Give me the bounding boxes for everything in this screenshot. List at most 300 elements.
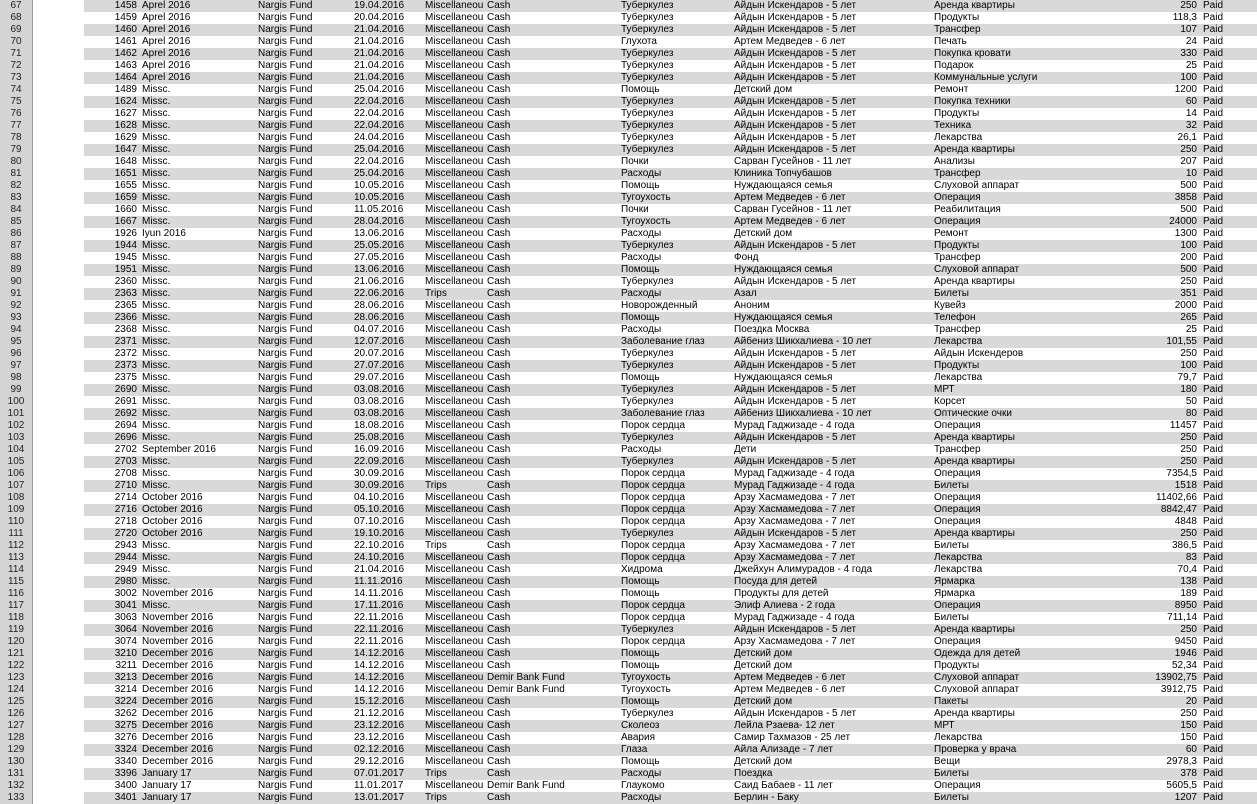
table-row[interactable] — [0, 0, 1257, 12]
status-cell[interactable]: Paid — [1203, 120, 1224, 131]
category-cell[interactable]: Miscellaneou — [425, 312, 484, 323]
table-row[interactable] — [0, 192, 1257, 204]
date-cell[interactable]: 22.04.2016 — [354, 96, 405, 107]
table-row[interactable] — [0, 144, 1257, 156]
payment-method-cell[interactable]: Cash — [487, 120, 511, 131]
row-header[interactable]: 110 — [0, 516, 33, 528]
period-cell[interactable]: Missc. — [142, 264, 171, 275]
type-cell[interactable]: Помощь — [621, 648, 660, 659]
table-row[interactable] — [0, 492, 1257, 504]
row-header[interactable]: 91 — [0, 288, 33, 300]
row-id-cell[interactable]: 3396 — [114, 768, 137, 779]
row-id-cell[interactable]: 1648 — [114, 156, 137, 167]
date-cell[interactable]: 24.04.2016 — [354, 132, 405, 143]
date-cell[interactable]: 25.04.2016 — [354, 144, 405, 155]
date-cell[interactable]: 11.01.2017 — [354, 780, 404, 791]
period-cell[interactable]: Aprel 2016 — [142, 24, 191, 35]
amount-cell[interactable]: 150 — [1180, 732, 1197, 743]
purpose-cell[interactable]: Операция — [934, 192, 981, 203]
row-id-cell[interactable]: 2365 — [114, 300, 137, 311]
type-cell[interactable]: Туберкулез — [621, 60, 674, 71]
row-id-cell[interactable]: 3275 — [114, 720, 137, 731]
row-header[interactable]: 102 — [0, 420, 33, 432]
beneficiary-cell[interactable]: Айдын Искендаров - 5 лет — [734, 384, 857, 395]
row-header[interactable]: 104 — [0, 444, 33, 456]
amount-cell[interactable]: 20 — [1185, 696, 1197, 707]
row-header[interactable]: 103 — [0, 432, 33, 444]
purpose-cell[interactable]: Слуховой аппарат — [934, 684, 1020, 695]
status-cell[interactable]: Paid — [1203, 624, 1224, 635]
beneficiary-cell[interactable]: Айдын Искендаров - 5 лет — [734, 108, 857, 119]
payment-method-cell[interactable]: Cash — [487, 204, 511, 215]
status-cell[interactable]: Paid — [1203, 552, 1224, 563]
table-row[interactable] — [0, 744, 1257, 756]
date-cell[interactable]: 03.08.2016 — [354, 408, 405, 419]
row-id-cell[interactable]: 3213 — [114, 672, 137, 683]
purpose-cell[interactable]: Вещи — [934, 756, 961, 767]
purpose-cell[interactable]: Лекарства — [934, 336, 983, 347]
payment-method-cell[interactable]: Cash — [487, 36, 511, 47]
category-cell[interactable]: Miscellaneou — [425, 516, 484, 527]
date-cell[interactable]: 25.04.2016 — [354, 84, 405, 95]
beneficiary-cell[interactable]: Мурад Гаджизаде - 4 года — [734, 468, 855, 479]
amount-cell[interactable]: 50 — [1185, 396, 1197, 407]
row-header[interactable]: 130 — [0, 756, 33, 768]
type-cell[interactable]: Порок сердца — [621, 480, 686, 491]
table-row[interactable] — [0, 216, 1257, 228]
status-cell[interactable]: Paid — [1203, 648, 1224, 659]
amount-cell[interactable]: 80 — [1185, 408, 1197, 419]
beneficiary-cell[interactable]: Айдын Искендаров - 5 лет — [734, 132, 857, 143]
date-cell[interactable]: 13.06.2016 — [354, 264, 405, 275]
date-cell[interactable]: 10.05.2016 — [354, 192, 405, 203]
row-id-cell[interactable]: 3400 — [114, 780, 137, 791]
row-id-cell[interactable]: 1462 — [114, 48, 137, 59]
fund-cell[interactable]: Nargis Fund — [258, 336, 313, 347]
row-id-cell[interactable]: 3064 — [114, 624, 137, 635]
type-cell[interactable]: Помощь — [621, 372, 660, 383]
purpose-cell[interactable]: Трансфер — [934, 24, 981, 35]
category-cell[interactable]: Miscellaneou — [425, 648, 484, 659]
payment-method-cell[interactable]: Cash — [487, 516, 511, 527]
fund-cell[interactable]: Nargis Fund — [258, 348, 313, 359]
row-header[interactable]: 78 — [0, 132, 33, 144]
date-cell[interactable]: 24.10.2016 — [354, 552, 405, 563]
date-cell[interactable]: 15.12.2016 — [354, 696, 405, 707]
amount-cell[interactable]: 207 — [1180, 156, 1197, 167]
date-cell[interactable]: 04.07.2016 — [354, 324, 405, 335]
amount-cell[interactable]: 3858 — [1174, 192, 1197, 203]
category-cell[interactable]: Miscellaneou — [425, 456, 484, 467]
table-row[interactable] — [0, 672, 1257, 684]
row-id-cell[interactable]: 2716 — [114, 504, 137, 515]
period-cell[interactable]: Missc. — [142, 432, 171, 443]
row-header[interactable]: 84 — [0, 204, 33, 216]
row-header[interactable]: 98 — [0, 372, 33, 384]
status-cell[interactable]: Paid — [1203, 312, 1224, 323]
fund-cell[interactable]: Nargis Fund — [258, 84, 313, 95]
status-cell[interactable]: Paid — [1203, 108, 1224, 119]
beneficiary-cell[interactable]: Нуждающаяся семья — [734, 312, 833, 323]
category-cell[interactable]: Miscellaneou — [425, 384, 484, 395]
table-row[interactable] — [0, 696, 1257, 708]
date-cell[interactable]: 07.01.2017 — [354, 768, 405, 779]
row-header[interactable]: 85 — [0, 216, 33, 228]
beneficiary-cell[interactable]: Мурад Гаджизаде - 4 года — [734, 480, 855, 491]
row-header[interactable]: 87 — [0, 240, 33, 252]
row-id-cell[interactable]: 2696 — [114, 432, 137, 443]
row-id-cell[interactable]: 1460 — [114, 24, 137, 35]
type-cell[interactable]: Туберкулез — [621, 528, 674, 539]
amount-cell[interactable]: 500 — [1180, 180, 1197, 191]
row-id-cell[interactable]: 2375 — [114, 372, 137, 383]
fund-cell[interactable]: Nargis Fund — [258, 36, 313, 47]
type-cell[interactable]: Порок сердца — [621, 540, 686, 551]
beneficiary-cell[interactable]: Сарван Гусейнов - 11 лет — [734, 204, 852, 215]
date-cell[interactable]: 21.06.2016 — [354, 276, 405, 287]
category-cell[interactable]: Miscellaneou — [425, 432, 484, 443]
row-id-cell[interactable]: 2943 — [114, 540, 137, 551]
status-cell[interactable]: Paid — [1203, 336, 1224, 347]
type-cell[interactable]: Глаукомо — [621, 780, 665, 791]
beneficiary-cell[interactable]: Мурад Гаджизаде - 4 года — [734, 420, 855, 431]
beneficiary-cell[interactable]: Лейла Рзаева- 12 лет — [734, 720, 835, 731]
date-cell[interactable]: 02.12.2016 — [354, 744, 405, 755]
type-cell[interactable]: Новорожденный — [621, 300, 698, 311]
date-cell[interactable]: 11.05.2016 — [354, 204, 404, 215]
type-cell[interactable]: Помощь — [621, 576, 660, 587]
status-cell[interactable]: Paid — [1203, 288, 1224, 299]
fund-cell[interactable]: Nargis Fund — [258, 744, 313, 755]
purpose-cell[interactable]: Лекарства — [934, 564, 983, 575]
amount-cell[interactable]: 24000 — [1169, 216, 1197, 227]
status-cell[interactable]: Paid — [1203, 480, 1224, 491]
status-cell[interactable]: Paid — [1203, 672, 1224, 683]
category-cell[interactable]: Miscellaneou — [425, 12, 484, 23]
status-cell[interactable]: Paid — [1203, 144, 1224, 155]
table-row[interactable] — [0, 384, 1257, 396]
beneficiary-cell[interactable]: Айдын Искендаров - 5 лет — [734, 708, 857, 719]
period-cell[interactable]: Aprel 2016 — [142, 36, 191, 47]
fund-cell[interactable]: Nargis Fund — [258, 24, 313, 35]
amount-cell[interactable]: 250 — [1180, 0, 1197, 11]
category-cell[interactable]: Miscellaneou — [425, 612, 484, 623]
beneficiary-cell[interactable]: Арзу Хасмамедова - 7 лет — [734, 552, 856, 563]
fund-cell[interactable]: Nargis Fund — [258, 264, 313, 275]
period-cell[interactable]: Missc. — [142, 252, 171, 263]
amount-cell[interactable]: 250 — [1180, 528, 1197, 539]
date-cell[interactable]: 22.09.2016 — [354, 456, 405, 467]
type-cell[interactable]: Помощь — [621, 84, 660, 95]
status-cell[interactable]: Paid — [1203, 12, 1224, 23]
amount-cell[interactable]: 1200 — [1174, 84, 1197, 95]
status-cell[interactable]: Paid — [1203, 756, 1224, 767]
status-cell[interactable]: Paid — [1203, 300, 1224, 311]
row-header[interactable]: 117 — [0, 600, 33, 612]
status-cell[interactable]: Paid — [1203, 192, 1224, 203]
date-cell[interactable]: 21.04.2016 — [354, 48, 405, 59]
payment-method-cell[interactable]: Cash — [487, 576, 511, 587]
period-cell[interactable]: Aprel 2016 — [142, 0, 191, 11]
fund-cell[interactable]: Nargis Fund — [258, 180, 313, 191]
type-cell[interactable]: Сколеоз — [621, 720, 660, 731]
purpose-cell[interactable]: Билеты — [934, 540, 969, 551]
table-row[interactable] — [0, 780, 1257, 792]
status-cell[interactable]: Paid — [1203, 360, 1224, 371]
fund-cell[interactable]: Nargis Fund — [258, 132, 313, 143]
status-cell[interactable]: Paid — [1203, 732, 1224, 743]
type-cell[interactable]: Туберкулез — [621, 12, 674, 23]
payment-method-cell[interactable]: Cash — [487, 276, 511, 287]
purpose-cell[interactable]: Операция — [934, 636, 981, 647]
table-row[interactable] — [0, 576, 1257, 588]
type-cell[interactable]: Порок сердца — [621, 636, 686, 647]
table-row[interactable] — [0, 444, 1257, 456]
status-cell[interactable]: Paid — [1203, 600, 1224, 611]
category-cell[interactable]: Miscellaneou — [425, 696, 484, 707]
amount-cell[interactable]: 60 — [1185, 96, 1197, 107]
row-header[interactable]: 71 — [0, 48, 33, 60]
category-cell[interactable]: Miscellaneou — [425, 192, 484, 203]
date-cell[interactable]: 23.12.2016 — [354, 720, 405, 731]
fund-cell[interactable]: Nargis Fund — [258, 420, 313, 431]
amount-cell[interactable]: 4848 — [1174, 516, 1197, 527]
period-cell[interactable]: September 2016 — [142, 444, 216, 455]
payment-method-cell[interactable]: Cash — [487, 708, 511, 719]
purpose-cell[interactable]: Проверка у врача — [934, 744, 1017, 755]
status-cell[interactable]: Paid — [1203, 48, 1224, 59]
fund-cell[interactable]: Nargis Fund — [258, 528, 313, 539]
row-id-cell[interactable]: 3224 — [114, 696, 137, 707]
period-cell[interactable]: Aprel 2016 — [142, 12, 191, 23]
payment-method-cell[interactable]: Cash — [487, 696, 511, 707]
fund-cell[interactable]: Nargis Fund — [258, 372, 313, 383]
payment-method-cell[interactable]: Cash — [487, 456, 511, 467]
table-row[interactable] — [0, 516, 1257, 528]
status-cell[interactable]: Paid — [1203, 792, 1224, 803]
type-cell[interactable]: Туберкулез — [621, 48, 674, 59]
payment-method-cell[interactable]: Cash — [487, 108, 511, 119]
payment-method-cell[interactable]: Cash — [487, 792, 511, 803]
purpose-cell[interactable]: Покупка техники — [934, 96, 1011, 107]
row-header[interactable]: 107 — [0, 480, 33, 492]
table-row[interactable] — [0, 168, 1257, 180]
payment-method-cell[interactable]: Cash — [487, 636, 511, 647]
type-cell[interactable]: Глухота — [621, 36, 657, 47]
category-cell[interactable]: Miscellaneou — [425, 228, 484, 239]
date-cell[interactable]: 14.11.2016 — [354, 588, 404, 599]
fund-cell[interactable]: Nargis Fund — [258, 276, 313, 287]
purpose-cell[interactable]: Коммунальные услуги — [934, 72, 1038, 83]
status-cell[interactable]: Paid — [1203, 408, 1224, 419]
fund-cell[interactable]: Nargis Fund — [258, 468, 313, 479]
type-cell[interactable]: Порок сердца — [621, 468, 686, 479]
period-cell[interactable]: December 2016 — [142, 708, 214, 719]
purpose-cell[interactable]: Аренда квартиры — [934, 708, 1015, 719]
amount-cell[interactable]: 265 — [1180, 312, 1197, 323]
amount-cell[interactable]: 1300 — [1174, 228, 1197, 239]
amount-cell[interactable]: 8842,47 — [1160, 504, 1197, 515]
purpose-cell[interactable]: Аренда квартиры — [934, 432, 1015, 443]
type-cell[interactable]: Расходы — [621, 252, 662, 263]
row-header[interactable]: 119 — [0, 624, 33, 636]
row-id-cell[interactable]: 1667 — [114, 216, 137, 227]
row-id-cell[interactable]: 2694 — [114, 420, 137, 431]
amount-cell[interactable]: 138 — [1180, 576, 1197, 587]
beneficiary-cell[interactable]: Айдын Искендаров - 5 лет — [734, 276, 857, 287]
period-cell[interactable]: Missc. — [142, 600, 171, 611]
payment-method-cell[interactable]: Cash — [487, 492, 511, 503]
period-cell[interactable]: Missc. — [142, 348, 171, 359]
payment-method-cell[interactable]: Cash — [487, 216, 511, 227]
date-cell[interactable]: 21.04.2016 — [354, 564, 405, 575]
row-id-cell[interactable]: 1463 — [114, 60, 137, 71]
beneficiary-cell[interactable]: Артем Медведев - 6 лет — [734, 36, 846, 47]
category-cell[interactable]: Miscellaneou — [425, 156, 484, 167]
amount-cell[interactable]: 500 — [1180, 204, 1197, 215]
amount-cell[interactable]: 189 — [1180, 588, 1197, 599]
row-header[interactable]: 77 — [0, 120, 33, 132]
beneficiary-cell[interactable]: Айдын Искендаров - 5 лет — [734, 24, 857, 35]
table-row[interactable] — [0, 204, 1257, 216]
amount-cell[interactable]: 13902,75 — [1155, 672, 1197, 683]
table-row[interactable] — [0, 228, 1257, 240]
amount-cell[interactable]: 250 — [1180, 444, 1197, 455]
payment-method-cell[interactable]: Cash — [487, 504, 511, 515]
category-cell[interactable]: Miscellaneou — [425, 48, 484, 59]
table-row[interactable] — [0, 156, 1257, 168]
table-row[interactable] — [0, 792, 1257, 804]
amount-cell[interactable]: 100 — [1180, 360, 1197, 371]
period-cell[interactable]: Missc. — [142, 468, 171, 479]
fund-cell[interactable]: Nargis Fund — [258, 564, 313, 575]
payment-method-cell[interactable]: Cash — [487, 552, 511, 563]
date-cell[interactable]: 25.04.2016 — [354, 168, 405, 179]
type-cell[interactable]: Туберкулез — [621, 132, 674, 143]
status-cell[interactable]: Paid — [1203, 384, 1224, 395]
row-id-cell[interactable]: 2708 — [114, 468, 137, 479]
payment-method-cell[interactable]: Cash — [487, 24, 511, 35]
beneficiary-cell[interactable]: Арзу Хасмамедова - 7 лет — [734, 492, 856, 503]
type-cell[interactable]: Порок сердца — [621, 600, 686, 611]
row-header[interactable]: 80 — [0, 156, 33, 168]
row-header[interactable]: 73 — [0, 72, 33, 84]
row-header[interactable]: 70 — [0, 36, 33, 48]
payment-method-cell[interactable]: Cash — [487, 384, 511, 395]
category-cell[interactable]: Miscellaneou — [425, 576, 484, 587]
date-cell[interactable]: 13.06.2016 — [354, 228, 405, 239]
fund-cell[interactable]: Nargis Fund — [258, 636, 313, 647]
beneficiary-cell[interactable]: Самир Тахмазов - 25 лет — [734, 732, 851, 743]
amount-cell[interactable]: 26,1 — [1177, 132, 1197, 143]
row-id-cell[interactable]: 2373 — [114, 360, 137, 371]
purpose-cell[interactable]: Операция — [934, 600, 981, 611]
row-header[interactable]: 82 — [0, 180, 33, 192]
date-cell[interactable]: 23.12.2016 — [354, 732, 405, 743]
row-id-cell[interactable]: 2949 — [114, 564, 137, 575]
fund-cell[interactable]: Nargis Fund — [258, 768, 313, 779]
row-header[interactable]: 113 — [0, 552, 33, 564]
purpose-cell[interactable]: Билеты — [934, 792, 969, 803]
row-header[interactable]: 68 — [0, 12, 33, 24]
payment-method-cell[interactable]: Demir Bank Fund — [487, 780, 565, 791]
beneficiary-cell[interactable]: Айдын Искендаров - 5 лет — [734, 48, 857, 59]
type-cell[interactable]: Помощь — [621, 588, 660, 599]
fund-cell[interactable]: Nargis Fund — [258, 252, 313, 263]
status-cell[interactable]: Paid — [1203, 588, 1224, 599]
date-cell[interactable]: 22.10.2016 — [354, 540, 405, 551]
payment-method-cell[interactable]: Cash — [487, 156, 511, 167]
payment-method-cell[interactable]: Cash — [487, 60, 511, 71]
purpose-cell[interactable]: Операция — [934, 516, 981, 527]
type-cell[interactable]: Туберкулез — [621, 624, 674, 635]
purpose-cell[interactable]: Оптические очки — [934, 408, 1012, 419]
period-cell[interactable]: November 2016 — [142, 588, 214, 599]
period-cell[interactable]: Aprel 2016 — [142, 72, 191, 83]
table-row[interactable] — [0, 756, 1257, 768]
category-cell[interactable]: Miscellaneou — [425, 324, 484, 335]
date-cell[interactable]: 14.12.2016 — [354, 660, 405, 671]
fund-cell[interactable]: Nargis Fund — [258, 660, 313, 671]
row-header[interactable]: 126 — [0, 708, 33, 720]
amount-cell[interactable]: 378 — [1180, 768, 1197, 779]
amount-cell[interactable]: 250 — [1180, 432, 1197, 443]
beneficiary-cell[interactable]: Айла Ализаде - 7 лет — [734, 744, 833, 755]
row-header[interactable]: 89 — [0, 264, 33, 276]
type-cell[interactable]: Тугоухость — [621, 684, 671, 695]
purpose-cell[interactable]: Трансфер — [934, 252, 981, 263]
purpose-cell[interactable]: Покупка кровати — [934, 48, 1011, 59]
category-cell[interactable]: Miscellaneou — [425, 420, 484, 431]
table-row[interactable] — [0, 408, 1257, 420]
date-cell[interactable]: 22.11.2016 — [354, 612, 404, 623]
fund-cell[interactable]: Nargis Fund — [258, 492, 313, 503]
period-cell[interactable]: Missc. — [142, 276, 171, 287]
category-cell[interactable]: Trips — [425, 480, 447, 491]
period-cell[interactable]: December 2016 — [142, 672, 214, 683]
status-cell[interactable]: Paid — [1203, 228, 1224, 239]
row-header[interactable]: 79 — [0, 144, 33, 156]
payment-method-cell[interactable]: Cash — [487, 144, 511, 155]
beneficiary-cell[interactable]: Айдын Искендаров - 5 лет — [734, 432, 857, 443]
purpose-cell[interactable]: Лекарства — [934, 552, 983, 563]
amount-cell[interactable]: 100 — [1180, 72, 1197, 83]
amount-cell[interactable]: 1518 — [1174, 480, 1197, 491]
row-id-cell[interactable]: 2368 — [114, 324, 137, 335]
period-cell[interactable]: November 2016 — [142, 612, 214, 623]
category-cell[interactable]: Miscellaneou — [425, 72, 484, 83]
date-cell[interactable]: 22.11.2016 — [354, 624, 404, 635]
status-cell[interactable]: Paid — [1203, 528, 1224, 539]
beneficiary-cell[interactable]: Арзу Хасмамедова - 7 лет — [734, 516, 856, 527]
type-cell[interactable]: Заболевание глаз — [621, 336, 705, 347]
period-cell[interactable]: Aprel 2016 — [142, 48, 191, 59]
table-row[interactable] — [0, 48, 1257, 60]
purpose-cell[interactable]: Продукты — [934, 660, 980, 671]
status-cell[interactable]: Paid — [1203, 216, 1224, 227]
table-row[interactable] — [0, 504, 1257, 516]
type-cell[interactable]: Тугоухость — [621, 216, 671, 227]
amount-cell[interactable]: 100 — [1180, 240, 1197, 251]
date-cell[interactable]: 29.12.2016 — [354, 756, 405, 767]
category-cell[interactable]: Miscellaneou — [425, 264, 484, 275]
payment-method-cell[interactable]: Cash — [487, 420, 511, 431]
status-cell[interactable]: Paid — [1203, 708, 1224, 719]
beneficiary-cell[interactable]: Айдын Искендаров - 5 лет — [734, 0, 857, 11]
row-header[interactable]: 108 — [0, 492, 33, 504]
purpose-cell[interactable]: МРТ — [934, 384, 955, 395]
amount-cell[interactable]: 5605,5 — [1166, 780, 1197, 791]
